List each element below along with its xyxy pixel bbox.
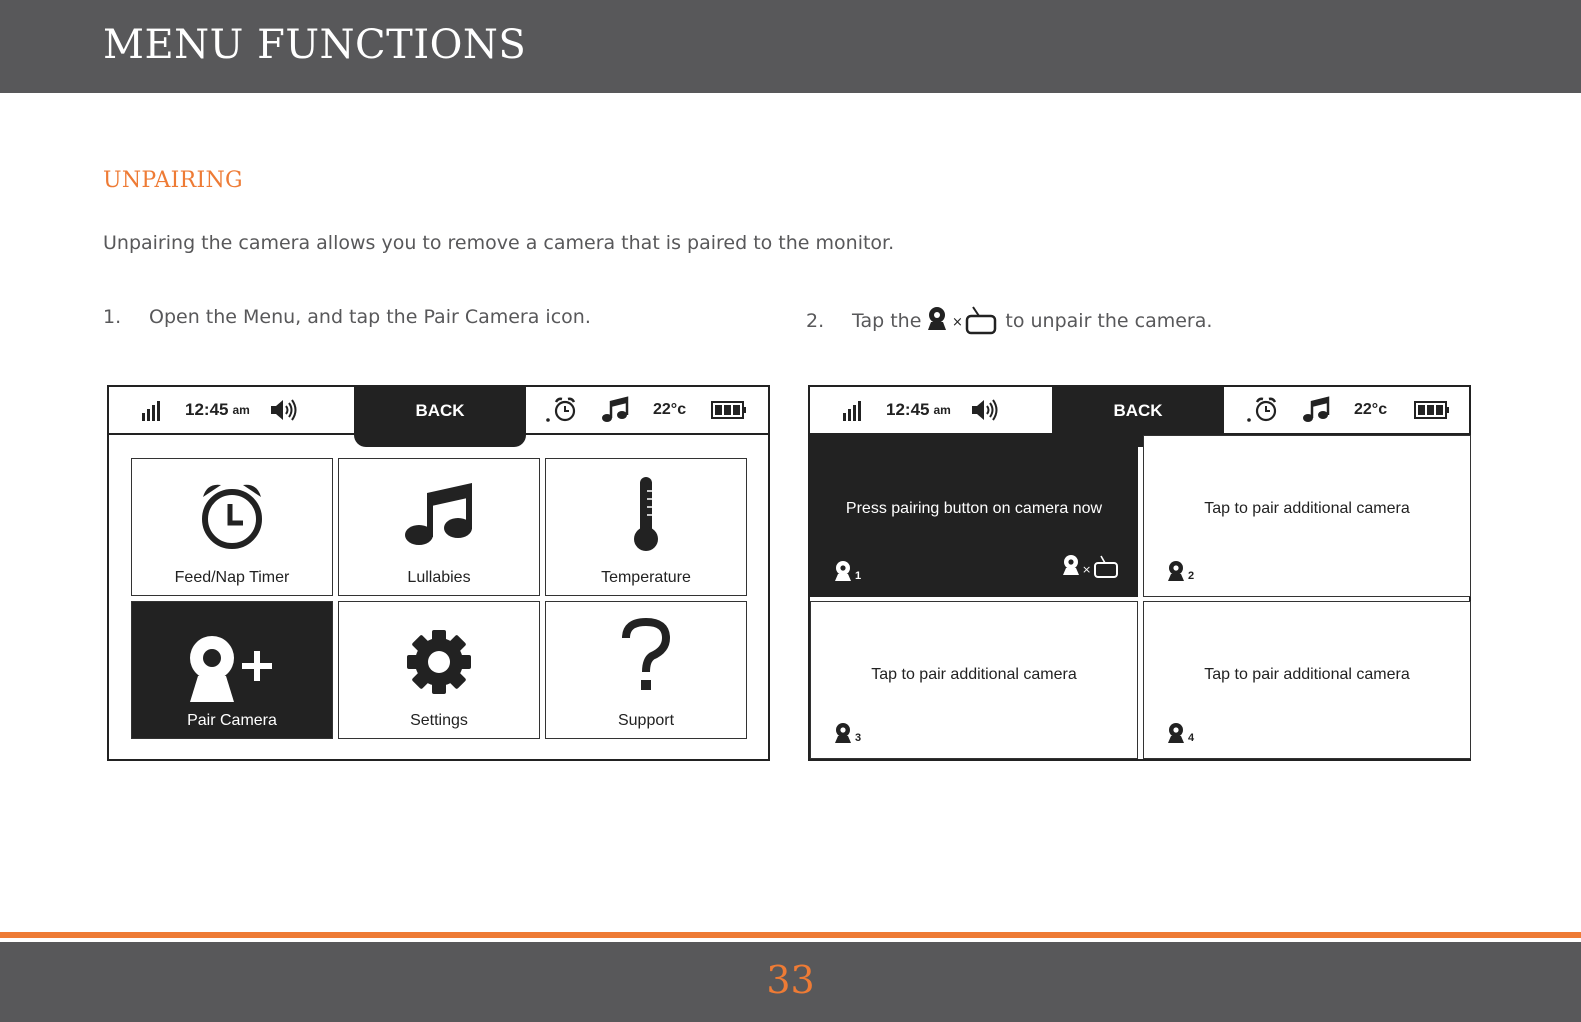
back-button[interactable]: BACK xyxy=(1052,385,1224,447)
battery-icon xyxy=(711,387,747,433)
camera-icon: 2 xyxy=(1166,560,1194,582)
step-number: 1. xyxy=(103,306,122,328)
camera-slot-1[interactable] xyxy=(810,435,1138,597)
intro-paragraph: Unpairing the camera allows you to remove a camera that is paired to the monitor. xyxy=(103,232,895,254)
volume-icon xyxy=(269,387,299,433)
step-1 xyxy=(103,306,591,328)
monitor-screen-pairing xyxy=(808,385,1471,761)
step-number: 2. xyxy=(806,310,825,332)
feed-nap-timer-tile[interactable] xyxy=(131,458,333,596)
status-bar xyxy=(810,387,1469,435)
step-2 xyxy=(806,306,1212,336)
camera-icon: 1 xyxy=(833,560,861,582)
tile-label: Support xyxy=(617,712,675,729)
status-bar xyxy=(109,387,768,435)
settings-tile[interactable] xyxy=(338,601,540,739)
slot-text: Tap to pair additional camera xyxy=(1204,500,1410,517)
music-note-icon xyxy=(1302,387,1330,433)
thermometer-icon xyxy=(546,473,746,555)
camera-icon: 4 xyxy=(1166,722,1194,744)
camera-slot-3[interactable] xyxy=(810,601,1138,759)
pair-camera-tile[interactable] xyxy=(131,601,333,739)
clock: 12:45 am xyxy=(185,400,250,419)
question-mark-icon xyxy=(546,618,746,696)
section-title: UNPAIRING xyxy=(103,168,243,193)
page-header xyxy=(0,0,1581,93)
alarm-icon xyxy=(545,387,579,433)
temperature-tile[interactable] xyxy=(545,458,747,596)
back-button[interactable]: BACK xyxy=(354,385,526,447)
camera-icon: 3 xyxy=(833,722,861,744)
svg-text:×: × xyxy=(952,315,964,330)
add-camera-icon xyxy=(132,634,332,704)
tile-label: Temperature xyxy=(601,569,691,586)
page-title: MENU FUNCTIONS xyxy=(103,22,527,68)
alarm-clock-icon xyxy=(132,479,332,551)
page-number: 33 xyxy=(766,958,815,1002)
volume-icon xyxy=(970,387,1000,433)
support-tile[interactable] xyxy=(545,601,747,739)
step-text: Open the Menu, and tap the Pair Camera icon. xyxy=(149,306,591,328)
monitor-screen-menu xyxy=(107,385,770,761)
clock: 12:45 am xyxy=(886,400,951,419)
gear-icon xyxy=(339,628,539,696)
slot-text: Press pairing button on camera now xyxy=(845,500,1103,517)
step-text-before: Tap the xyxy=(852,310,922,332)
footer-accent-line xyxy=(0,932,1581,938)
tile-label: Pair Camera xyxy=(187,712,277,729)
signal-icon xyxy=(141,387,163,433)
temperature-readout: 22°c xyxy=(653,401,687,418)
signal-icon xyxy=(842,387,864,433)
slot-text: Tap to pair additional camera xyxy=(871,666,1077,683)
page-footer xyxy=(0,942,1581,1022)
tile-label: Lullabies xyxy=(407,569,471,586)
step-text-after: to unpair the camera. xyxy=(1005,310,1213,332)
camera-slot-4[interactable] xyxy=(1143,601,1471,759)
tile-label: Settings xyxy=(410,712,468,729)
battery-icon xyxy=(1414,387,1450,433)
tile-label: Feed/Nap Timer xyxy=(174,569,290,586)
unpair-button[interactable] xyxy=(1061,554,1121,580)
svg-text:×: × xyxy=(1082,563,1092,576)
unpair-camera-icon xyxy=(925,306,1001,336)
temperature-readout: 22°c xyxy=(1354,401,1388,418)
music-note-icon xyxy=(601,387,629,433)
alarm-icon xyxy=(1246,387,1280,433)
slot-text: Tap to pair additional camera xyxy=(1204,666,1410,683)
music-note-icon xyxy=(339,479,539,551)
lullabies-tile[interactable] xyxy=(338,458,540,596)
camera-slot-2[interactable] xyxy=(1143,435,1471,597)
